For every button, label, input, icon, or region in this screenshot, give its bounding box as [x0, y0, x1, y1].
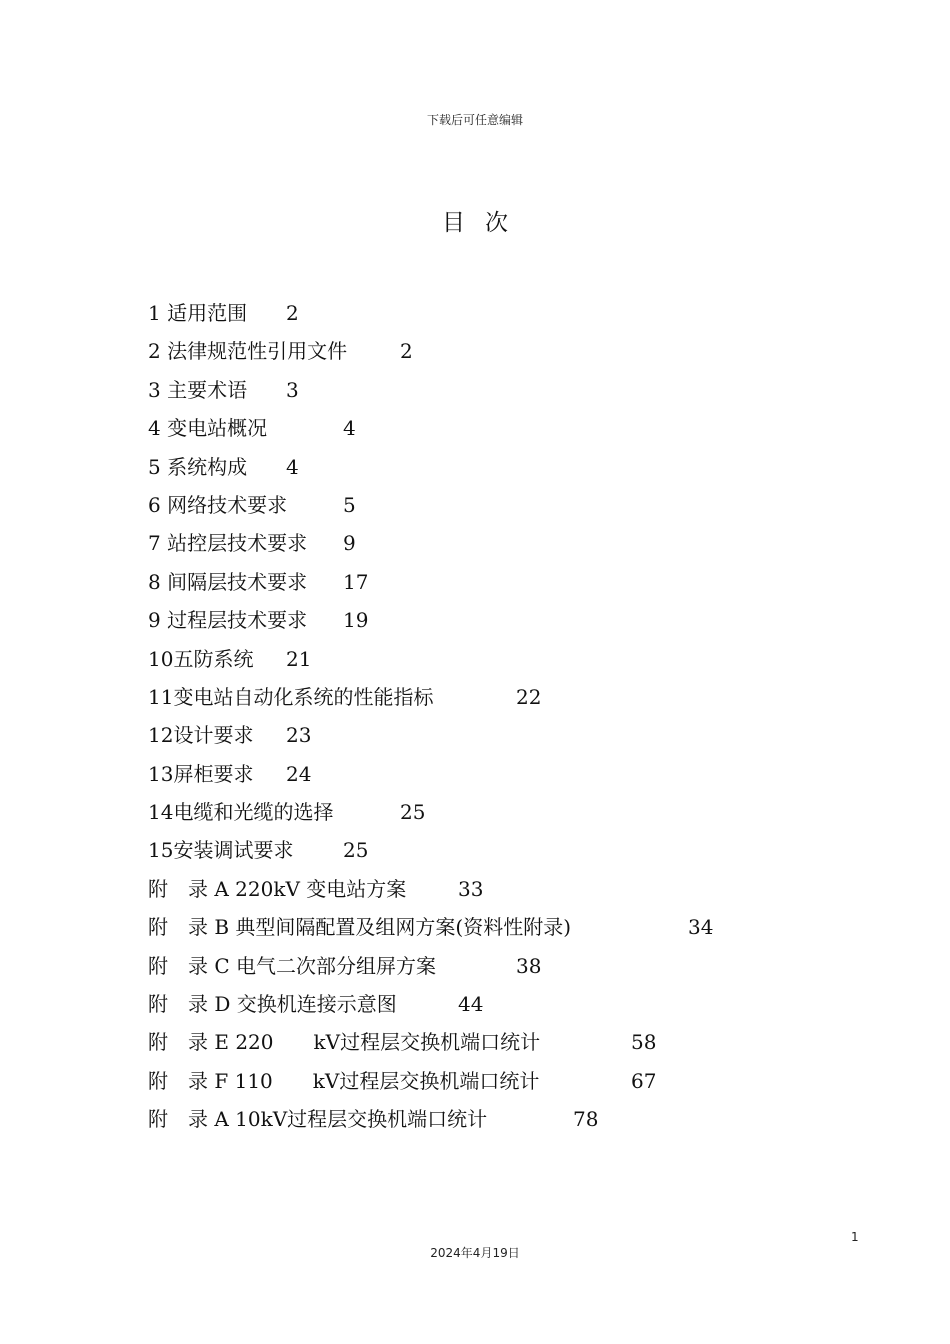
- toc-entry-number: 9: [148, 608, 161, 633]
- toc-entry-title: 站控层技术要求: [167, 531, 308, 556]
- toc-entry-page: 9: [343, 531, 356, 556]
- toc-entry-number: 附 录 F: [148, 1068, 229, 1093]
- toc-entry-number: 附 录 D: [148, 992, 231, 1017]
- toc-entry-number: 附 录 B: [148, 915, 230, 940]
- toc-entry-title: 变电站概况: [167, 416, 268, 441]
- toc-entry-page: 25: [343, 838, 369, 863]
- toc-entry-page: 44: [458, 992, 484, 1017]
- toc-entry[interactable]: [148, 872, 908, 910]
- toc-entry-page: 3: [286, 377, 299, 402]
- toc-entry-page: 22: [516, 684, 542, 709]
- toc-title: 目次: [442, 210, 528, 236]
- toc-entry-page: 5: [343, 492, 356, 517]
- toc-entry-number: 11: [148, 684, 174, 709]
- toc-entry[interactable]: [148, 833, 908, 871]
- toc-entry-page: 67: [631, 1068, 657, 1093]
- toc-entry[interactable]: [148, 1064, 908, 1102]
- toc-entry[interactable]: [148, 334, 908, 372]
- toc-entry-number: 2: [148, 339, 161, 364]
- toc-entry-page: 25: [400, 800, 426, 825]
- toc-entry-title: 法律规范性引用文件: [167, 339, 348, 364]
- toc-entry-title: 220kV 变电站方案: [235, 876, 407, 901]
- toc-entry[interactable]: [148, 488, 908, 526]
- toc-entry-title: 五防系统: [173, 646, 254, 671]
- toc-entry[interactable]: [148, 565, 908, 603]
- page-header: 下载后可任意编辑: [426, 113, 523, 127]
- toc-entry-number: 附 录 C: [148, 953, 230, 978]
- toc-entry-title: 网络技术要求: [167, 492, 288, 517]
- toc-entry-page: 4: [286, 454, 299, 479]
- toc-entry-title: 屏柜要求: [173, 761, 254, 786]
- toc-entry-page: 21: [286, 646, 312, 671]
- toc-entry[interactable]: [148, 757, 908, 795]
- toc-entry[interactable]: [148, 910, 908, 948]
- toc-entry[interactable]: [148, 450, 908, 488]
- toc-entry[interactable]: [148, 526, 908, 564]
- toc-entry-title: 变电站自动化系统的性能指标: [173, 684, 434, 709]
- toc-entry-number: 5: [148, 454, 161, 479]
- toc-entry[interactable]: [148, 987, 908, 1025]
- toc-entry-page: 24: [286, 761, 312, 786]
- toc-entry-number: 附 录 A: [148, 876, 229, 901]
- page-number: 1: [851, 1230, 859, 1244]
- toc-entry-title: 220 kV过程层交换机端口统计: [235, 1030, 541, 1055]
- toc-entry-page: 78: [573, 1107, 599, 1132]
- toc-entry-title: 适用范围: [167, 301, 248, 325]
- toc-entry-number: 7: [148, 531, 161, 556]
- toc-entry-page: 2: [286, 301, 299, 325]
- toc-entry-title: 电缆和光缆的选择: [173, 800, 334, 825]
- toc-entry-page: 17: [343, 569, 369, 594]
- toc-entry[interactable]: [148, 949, 908, 987]
- toc-entry-number: 15: [148, 838, 174, 863]
- toc-entry-title: 设计要求: [173, 723, 254, 748]
- toc-entry-number: 1: [148, 301, 161, 325]
- toc-entry-page: 19: [343, 608, 369, 633]
- toc-entry-number: 12: [148, 723, 174, 748]
- toc-entry[interactable]: [148, 603, 908, 641]
- toc-entry-title: 系统构成: [167, 454, 248, 479]
- toc-entry-title: 电气二次部分组屏方案: [236, 953, 437, 978]
- toc-entry-number: 3: [148, 377, 161, 402]
- toc-entry-number: 附 录 A: [148, 1107, 229, 1132]
- toc-entry[interactable]: [148, 296, 908, 334]
- toc-entry[interactable]: [148, 1102, 908, 1140]
- toc-entry-number: 附 录 E: [148, 1030, 229, 1055]
- toc-entry-title: 安装调试要求: [173, 838, 294, 863]
- toc-entry[interactable]: [148, 1025, 908, 1063]
- toc-entry-title: 110 kV过程层交换机端口统计: [234, 1068, 540, 1093]
- toc-entry-title: 主要术语: [167, 377, 248, 402]
- toc-entry-title: 典型间隔配置及组网方案(资料性附录): [235, 915, 572, 940]
- toc-entry-number: 6: [148, 492, 161, 517]
- toc-entry[interactable]: [148, 642, 908, 680]
- footer-date: 2024年4月19日: [430, 1246, 520, 1260]
- table-of-contents: [148, 296, 908, 1141]
- toc-entry-page: 38: [516, 953, 542, 978]
- toc-entry-number: 4: [148, 416, 161, 441]
- toc-entry-page: 4: [343, 416, 356, 441]
- toc-entry-page: 58: [631, 1030, 657, 1055]
- toc-entry[interactable]: [148, 795, 908, 833]
- toc-entry-title: 间隔层技术要求: [167, 569, 308, 594]
- toc-entry-page: 34: [688, 915, 714, 940]
- toc-entry-title: 交换机连接示意图: [236, 992, 397, 1017]
- toc-entry-page: 33: [458, 876, 484, 901]
- toc-entry-page: 23: [286, 723, 312, 748]
- toc-entry-number: 13: [148, 761, 174, 786]
- toc-entry[interactable]: [148, 373, 908, 411]
- toc-entry[interactable]: [148, 718, 908, 756]
- toc-entry[interactable]: [148, 680, 908, 718]
- toc-entry-title: 10kV过程层交换机端口统计: [235, 1107, 488, 1132]
- toc-entry-title: 过程层技术要求: [167, 608, 308, 633]
- toc-entry-number: 8: [148, 569, 161, 594]
- toc-entry-number: 14: [148, 800, 174, 825]
- toc-entry-page: 2: [400, 339, 413, 364]
- toc-entry-number: 10: [148, 646, 174, 671]
- toc-entry[interactable]: [148, 411, 908, 449]
